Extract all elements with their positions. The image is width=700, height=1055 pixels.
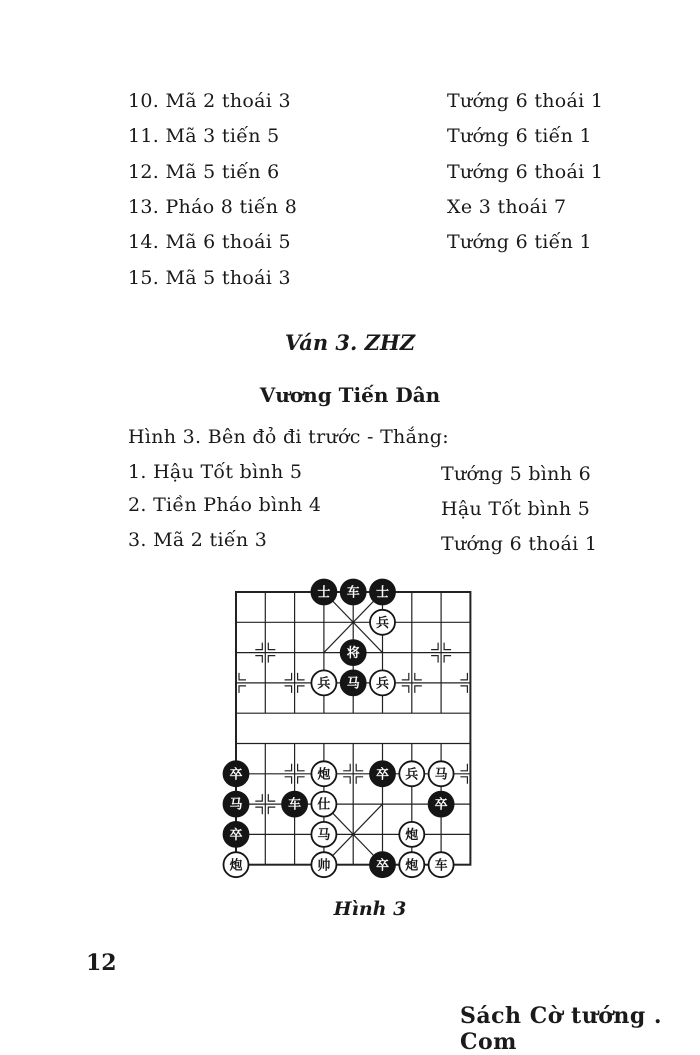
piece-label: 炮 (405, 828, 419, 843)
move-black-13: Xe 3 thoái 7 (447, 196, 567, 218)
piece-label: 卒 (229, 828, 243, 843)
move-red-1: 1. Hậu Tốt bình 5 (128, 461, 303, 483)
piece-label: 卒 (229, 767, 243, 783)
position-mark (415, 673, 422, 680)
piece-label: 车 (346, 585, 360, 601)
position-mark (255, 807, 262, 814)
position-mark (268, 656, 275, 663)
piece-label: 卒 (375, 858, 390, 874)
piece-label: 炮 (317, 767, 331, 783)
piece-label: 将 (346, 646, 360, 662)
piece-label: 炮 (229, 858, 243, 874)
position-mark (402, 673, 409, 680)
position-mark (343, 777, 350, 784)
position-mark (285, 764, 292, 771)
piece-label: 帅 (317, 858, 331, 874)
move-black-12: Tướng 6 thoái 1 (447, 161, 604, 183)
piece-label: 马 (346, 676, 360, 692)
piece-label: 兵 (405, 767, 419, 783)
move-red-10: 10. Mã 2 thoái 3 (128, 90, 291, 112)
position-mark (285, 673, 292, 680)
position-mark (255, 656, 262, 663)
move-black-11: Tướng 6 tiến 1 (447, 125, 592, 147)
position-mark (343, 764, 350, 771)
position-mark (460, 686, 467, 693)
move-black-14: Tướng 6 tiến 1 (447, 231, 592, 253)
position-mark (285, 686, 292, 693)
position-mark (285, 777, 292, 784)
piece-label: 兵 (317, 676, 331, 692)
move-black-3: Tướng 6 thoái 1 (441, 533, 598, 555)
position-mark (415, 686, 422, 693)
move-red-15: 15. Mã 5 thoái 3 (128, 267, 291, 289)
move-red-3: 3. Mã 2 tiến 3 (128, 529, 268, 551)
move-red-13: 13. Pháo 8 tiến 8 (128, 196, 298, 218)
piece-label: 士 (375, 585, 390, 601)
move-red-11: 11. Mã 3 tiến 5 (128, 125, 280, 147)
piece-label: 卒 (375, 767, 390, 783)
piece-label: 马 (434, 767, 448, 783)
move-black-10: Tướng 6 thoái 1 (447, 90, 604, 112)
move-red-2: 2. Tiền Pháo bình 4 (128, 494, 322, 516)
piece-label: 炮 (405, 858, 419, 874)
position-mark (356, 764, 363, 771)
move-black-2: Hậu Tốt bình 5 (441, 498, 591, 520)
position-mark (431, 643, 438, 650)
position-mark (255, 643, 262, 650)
piece-label: 车 (434, 858, 448, 874)
position-mark (402, 686, 409, 693)
position-mark (239, 673, 246, 680)
position-mark (268, 794, 275, 801)
xiangqi-board (220, 570, 482, 882)
position-mark (298, 673, 305, 680)
position-mark (255, 794, 262, 801)
figure-caption: Hình 3 (333, 898, 407, 920)
move-black-1: Tướng 5 bình 6 (441, 463, 591, 485)
watermark-logo: Sách Cờ tướng . Com (460, 1003, 663, 1055)
position-mark (268, 643, 275, 650)
intro-text: Hình 3. Bên đỏ đi trước - Thắng: (128, 426, 449, 448)
position-mark (268, 807, 275, 814)
position-mark (460, 777, 467, 784)
position-mark (356, 777, 363, 784)
piece-label: 兵 (375, 615, 390, 631)
position-mark (298, 777, 305, 784)
position-mark (460, 764, 467, 771)
piece-label: 士 (317, 585, 331, 601)
move-red-14: 14. Mã 6 thoái 5 (128, 231, 291, 253)
piece-label: 车 (288, 797, 302, 813)
game-title: Ván 3. ZHZ (284, 330, 416, 355)
author-name: Vương Tiến Dân (259, 383, 441, 407)
piece-label: 马 (317, 828, 331, 843)
piece-label: 兵 (375, 676, 390, 692)
position-mark (239, 686, 246, 693)
position-mark (460, 673, 467, 680)
piece-label: 卒 (434, 797, 448, 813)
page-number: 12 (86, 950, 117, 976)
move-red-12: 12. Mã 5 tiến 6 (128, 161, 280, 183)
position-mark (298, 686, 305, 693)
position-mark (298, 764, 305, 771)
piece-label: 仕 (317, 797, 331, 813)
position-mark (444, 656, 451, 663)
position-mark (444, 643, 451, 650)
piece-label: 马 (229, 797, 243, 813)
position-mark (431, 656, 438, 663)
